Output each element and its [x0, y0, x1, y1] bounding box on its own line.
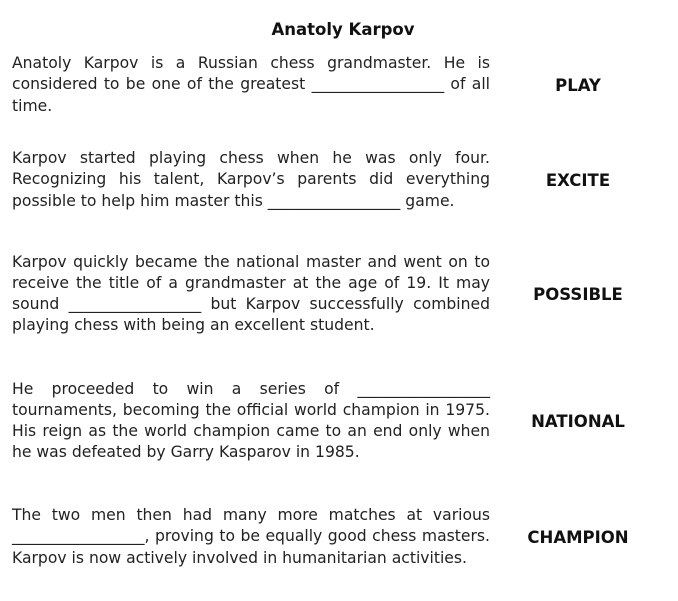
keyword-1: PLAY [555, 75, 601, 95]
keyword-2: EXCITE [545, 170, 611, 190]
exercise-row-2 [12, 137, 678, 223]
keyword-4: NATIONAL [531, 411, 625, 431]
paragraph-1: Anatoly Karpov is a Russian chess grandmaster. He is considered to be one of the greatest _________________ of all time. [12, 54, 490, 115]
exercise-row-5 [12, 494, 678, 580]
exercise-row-4 [12, 367, 678, 475]
exercise-row-3 [12, 240, 678, 348]
keyword-5: CHAMPION [527, 527, 629, 547]
paragraph-5: The two men then had many more matches at various _________________, proving to be equally good chess masters. Karpov is now actively involved in humanitarian activities. [12, 506, 490, 567]
paragraph-3: Karpov quickly became the national master and went on to receive the title of a grandmaster at the age of 19. It may sound _________________ but Karpov successfully combined playing chess with being an excellent student. [12, 252, 490, 335]
keyword-3: POSSIBLE [533, 284, 623, 304]
exercise-row-1 [12, 53, 678, 117]
page-title: Anatoly Karpov [271, 20, 415, 39]
paragraph-2: Karpov started playing chess when he was only four. Recognizing his talent, Karpov’s parents did everything possible to help him master this _________________ game. [12, 149, 490, 210]
paragraph-4: He proceeded to win a series of _________________ tournaments, becoming the official world champion in 1975. His reign as the world champion came to an end only when he was defeated by Garry Kasparov in 1985. [12, 379, 490, 462]
